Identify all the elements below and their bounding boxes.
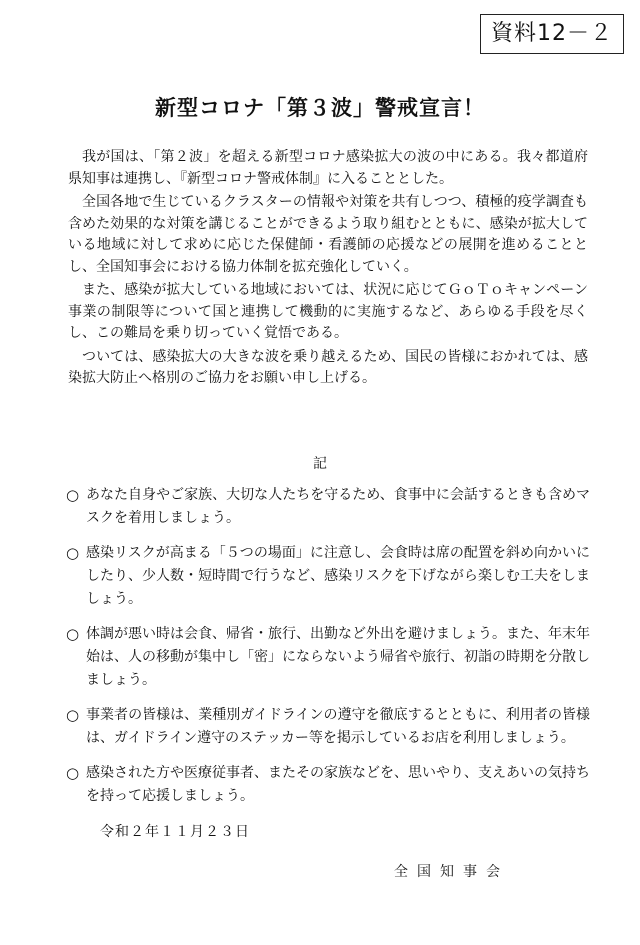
list-item: [66, 762, 590, 808]
circle-bullet-icon: ○: [66, 706, 80, 724]
list-item: [66, 623, 590, 692]
list-item-text: 体調が悪い時は会食、帰省・旅行、出勤など外出を避けましょう。また、年末年始は、人の移動が集中し「密」にならないよう帰省や旅行、初詣の時期を分散しましょう。: [86, 626, 590, 688]
paragraph: 全国各地で生じているクラスターの情報や対策を共有しつつ、積極的疫学調査も含めた効果的な対策を講じることができるよう取り組むとともに、感染が拡大している地域に対して求めに応じた保健師・看護師の応援などの展開を進めることとし、全国知事会における協力体制を拡充強化していく。: [68, 194, 588, 275]
declaration-body: [68, 147, 588, 392]
page-title: 新型コロナ「第３波」警戒宣言！: [155, 96, 485, 120]
paragraph: また、感染が拡大している地域においては、状況に応じてＧｏＴｏキャンペーン事業の制限等について国と連携して機動的に実施するなど、あらゆる手段を尽くし、この難局を乗り切っていく覚悟である。: [68, 282, 588, 341]
circle-bullet-icon: ○: [66, 764, 80, 782]
paragraph: ついては、感染拡大の大きな波を乗り越えるため、国民の皆様におかれては、感染拡大防止へ格別のご協力をお願い申し上げる。: [68, 348, 588, 386]
circle-bullet-icon: ○: [66, 625, 80, 643]
issue-date: 令和２年１１月２３日: [100, 824, 250, 840]
list-item-text: 感染された方や医療従事者、またその家族などを、思いやり、支えあいの気持ちを持って応援しましょう。: [86, 765, 590, 804]
signer-name: 全国知事会: [394, 864, 509, 880]
list-item: [66, 704, 590, 750]
list-item-text: 事業者の皆様は、業種別ガイドラインの遵守を徹底するとともに、利用者の皆様は、ガイドライン遵守のステッカー等を掲示しているお店を利用しましょう。: [86, 707, 590, 746]
document-label: 資料12－２: [480, 14, 624, 54]
list-item-text: 感染リスクが高まる「５つの場面」に注意し、会食時は席の配置を斜め向かいにしたり、少人数・短時間で行うなど、感染リスクを下げながら楽しむ工夫をしましょう。: [86, 545, 590, 607]
request-list: [66, 484, 590, 820]
circle-bullet-icon: ○: [66, 544, 80, 562]
circle-bullet-icon: ○: [66, 486, 80, 504]
list-item: [66, 484, 590, 530]
paragraph: 我が国は、「第２波」を超える新型コロナ感染拡大の波の中にある。我々都道府県知事は連携し、『新型コロナ警戒体制』に入ることとした。: [68, 149, 588, 187]
list-item-text: あなた自身やご家族、大切な人たちを守るため、食事中に会話するときも含めマスクを着用しましょう。: [86, 487, 590, 526]
ki-heading: 記: [313, 456, 327, 472]
list-item: [66, 542, 590, 611]
